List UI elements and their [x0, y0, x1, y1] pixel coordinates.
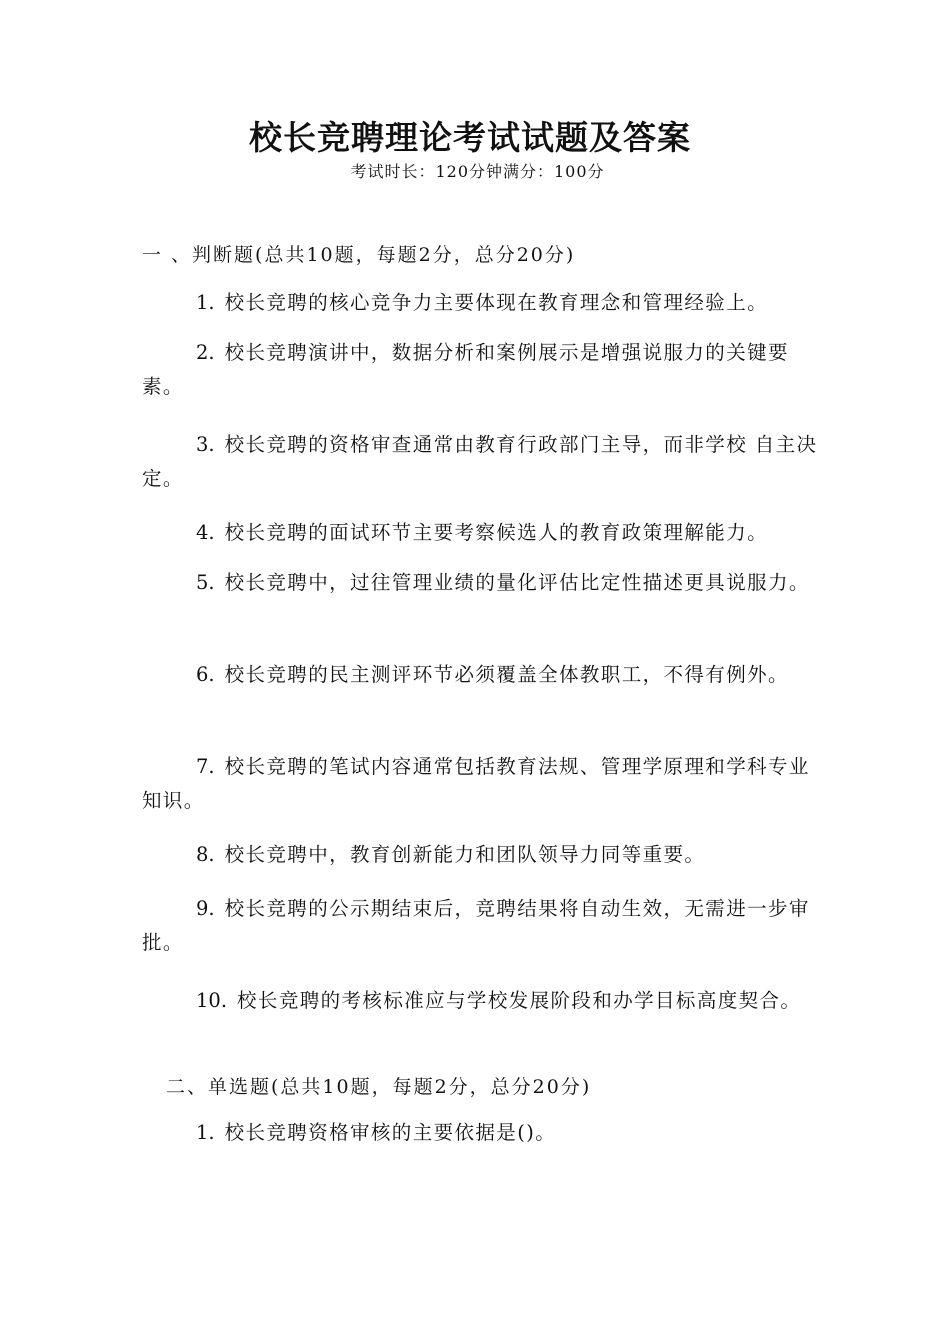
question-number: 4. — [196, 521, 215, 544]
question-item — [142, 516, 842, 550]
question-text: 校长竞聘的公示期结束后，竞聘结果将自动生效，无需进一步审批。 — [142, 897, 810, 954]
question-text: 校长竞聘中，过往管理业绩的量化评估比定性描述更具说服力。 — [224, 571, 810, 594]
exam-info: 考试时长：120分钟满分：100分 — [350, 162, 605, 181]
question-text: 校长竞聘的民主测评环节必须覆盖全体教职工，不得有例外。 — [224, 663, 789, 686]
question-number: 8. — [196, 843, 215, 866]
question-text: 校长竞聘的面试环节主要考察候选人的教育政策理解能力。 — [224, 521, 769, 544]
question-text: 校长竞聘的考核标准应与学校发展阶段和办学目标高度契合。 — [237, 989, 802, 1012]
question-number: 6. — [196, 663, 215, 686]
question-item — [142, 892, 822, 960]
question-text: 校长竞聘的核心竞争力主要体现在教育理念和管理经验上。 — [224, 291, 769, 314]
question-number: 3. — [196, 433, 215, 456]
question-text: 校长竞聘资格审核的主要依据是()。 — [224, 1121, 557, 1144]
section-heading-true-false: 一 、判断题(总共10题，每题2分，总分20分) — [142, 244, 576, 266]
question-item — [142, 286, 842, 320]
question-item — [142, 428, 822, 496]
document-title: 校长竞聘理论考试试题及答案 — [249, 118, 691, 157]
question-item — [142, 984, 822, 1018]
question-item — [142, 838, 842, 872]
question-number: 1. — [196, 1121, 215, 1144]
question-text: 校长竞聘演讲中，数据分析和案例展示是增强说服力的关键要素。 — [142, 341, 789, 398]
question-item — [142, 1116, 842, 1150]
question-number: 1. — [196, 291, 215, 314]
question-number: 9. — [196, 897, 215, 920]
question-item — [142, 566, 822, 600]
question-item — [142, 336, 822, 404]
question-number: 5. — [196, 571, 215, 594]
section-heading-single-choice: 二、单选题(总共10题，每题2分，总分20分) — [166, 1076, 592, 1098]
question-number: 2. — [196, 341, 215, 364]
question-text: 校长竞聘的笔试内容通常包括教育法规、管理学原理和学科专业知识。 — [142, 755, 810, 812]
question-number: 7. — [196, 755, 215, 778]
question-text: 校长竞聘的资格审查通常由教育行政部门主导，而非学校 自主决定。 — [142, 433, 818, 490]
question-item — [142, 658, 822, 692]
question-number: 10. — [196, 989, 228, 1012]
question-text: 校长竞聘中，教育创新能力和团队领导力同等重要。 — [224, 843, 706, 866]
question-item — [142, 750, 822, 818]
